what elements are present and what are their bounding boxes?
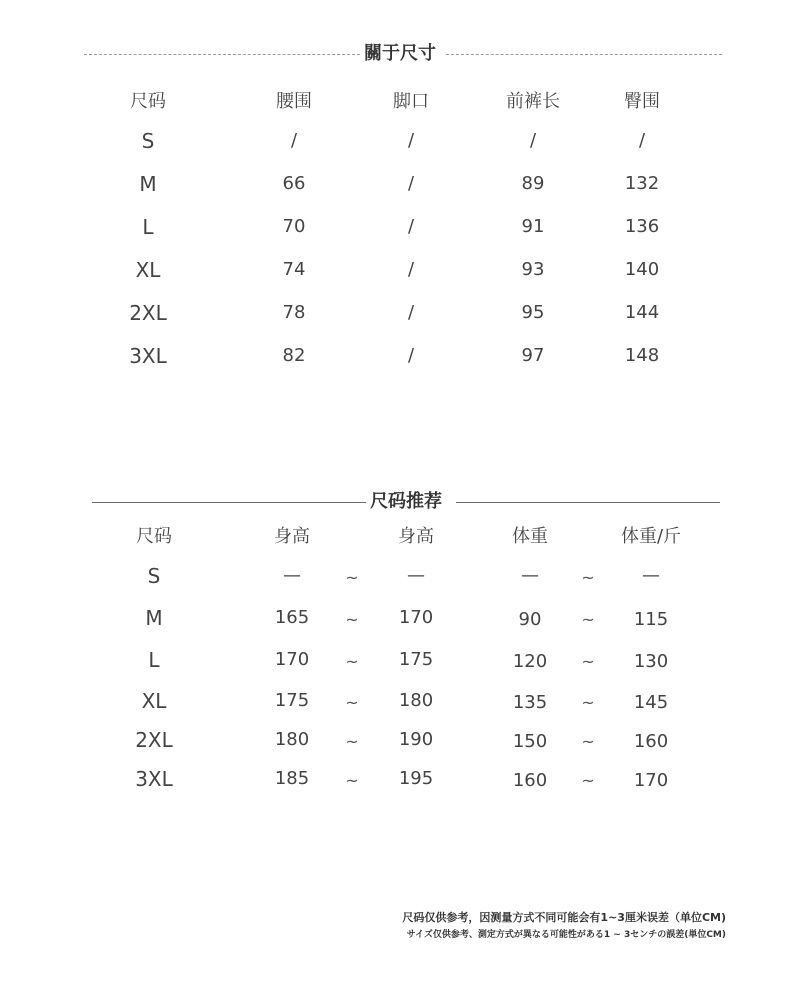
cell-size: M — [139, 172, 157, 196]
cell-weight-max: — — [642, 565, 660, 586]
cell-height-min: 185 — [274, 768, 310, 789]
disclaimer-japanese: サイズ仅供参考、測定方式が異なる可能性がある1 ~ 3センチの誤差(単位CM) — [406, 930, 726, 940]
cell-front-length: 89 — [521, 173, 545, 194]
cell-weight-max: 115 — [633, 609, 669, 630]
cell-height-min: 165 — [274, 607, 310, 628]
column-header-hem: 脚口 — [393, 91, 429, 112]
cell-size: L — [148, 648, 160, 672]
cell-height-max: — — [407, 565, 425, 586]
height-range-separator: ~ — [345, 771, 359, 790]
column-header-height-max: 身高 — [398, 526, 434, 547]
cell-weight-min: 135 — [512, 692, 548, 713]
cell-height-min: 170 — [274, 649, 310, 670]
cell-size: XL — [135, 258, 161, 282]
column-header-front-length: 前裤长 — [506, 91, 560, 112]
weight-range-separator: ~ — [581, 568, 595, 587]
cell-weight-min: 90 — [518, 609, 542, 630]
cell-size: 2XL — [135, 728, 173, 752]
cell-waist: / — [290, 130, 298, 151]
cell-size: 2XL — [129, 301, 167, 325]
column-header-weight-max: 体重/斤 — [620, 526, 682, 547]
weight-range-separator: ~ — [581, 610, 595, 629]
cell-height-min: — — [283, 565, 301, 586]
cell-hem: / — [407, 302, 415, 323]
height-range-separator: ~ — [345, 568, 359, 587]
cell-hip: 136 — [624, 216, 660, 237]
size-chart-title: 關于尺寸 — [364, 43, 436, 64]
weight-range-separator: ~ — [581, 652, 595, 671]
cell-front-length: / — [529, 130, 537, 151]
cell-weight-max: 130 — [633, 651, 669, 672]
cell-hem: / — [407, 130, 415, 151]
cell-front-length: 95 — [521, 302, 545, 323]
cell-hem: / — [407, 345, 415, 366]
height-range-separator: ~ — [345, 732, 359, 751]
cell-waist: 70 — [282, 216, 306, 237]
cell-height-max: 180 — [398, 690, 434, 711]
cell-height-max: 190 — [398, 729, 434, 750]
cell-height-min: 180 — [274, 729, 310, 750]
recommend-title: 尺码推荐 — [370, 491, 442, 512]
cell-waist: 66 — [282, 173, 306, 194]
cell-hem: / — [407, 173, 415, 194]
cell-size: XL — [141, 689, 167, 713]
cell-height-max: 175 — [398, 649, 434, 670]
cell-height-max: 170 — [398, 607, 434, 628]
cell-waist: 78 — [282, 302, 306, 323]
cell-height-max: 195 — [398, 768, 434, 789]
cell-hem: / — [407, 259, 415, 280]
cell-weight-min: 150 — [512, 731, 548, 752]
cell-weight-min: 160 — [512, 770, 548, 791]
cell-weight-max: 145 — [633, 692, 669, 713]
cell-size: M — [145, 606, 163, 630]
height-range-separator: ~ — [345, 693, 359, 712]
cell-hem: / — [407, 216, 415, 237]
column-header-size: 尺码 — [130, 91, 166, 112]
cell-front-length: 93 — [521, 259, 545, 280]
cell-hip: 148 — [624, 345, 660, 366]
weight-range-separator: ~ — [581, 693, 595, 712]
cell-weight-min: — — [521, 565, 539, 586]
cell-weight-max: 160 — [633, 731, 669, 752]
column-header-waist: 腰围 — [276, 91, 312, 112]
cell-hip: / — [638, 130, 646, 151]
weight-range-separator: ~ — [581, 771, 595, 790]
cell-hip: 144 — [624, 302, 660, 323]
cell-waist: 82 — [282, 345, 306, 366]
cell-size: 3XL — [129, 344, 167, 368]
right-divider — [456, 502, 720, 503]
cell-size: 3XL — [135, 767, 173, 791]
height-range-separator: ~ — [345, 610, 359, 629]
right-divider — [446, 54, 722, 55]
cell-size: S — [147, 564, 161, 588]
weight-range-separator: ~ — [581, 732, 595, 751]
recommend-header — [0, 490, 812, 514]
column-header-weight-min: 体重 — [512, 526, 548, 547]
cell-front-length: 91 — [521, 216, 545, 237]
cell-hip: 140 — [624, 259, 660, 280]
cell-size: S — [141, 129, 155, 153]
height-range-separator: ~ — [345, 652, 359, 671]
column-header-size: 尺码 — [136, 526, 172, 547]
cell-front-length: 97 — [521, 345, 545, 366]
disclaimer-chinese: 尺码仅供参考，因测量方式不同可能会有1~3厘米误差（单位CM) — [402, 911, 726, 924]
cell-waist: 74 — [282, 259, 306, 280]
left-divider — [84, 54, 360, 55]
cell-weight-max: 170 — [633, 770, 669, 791]
column-header-height-min: 身高 — [274, 526, 310, 547]
column-header-hip: 臀围 — [624, 91, 660, 112]
cell-size: L — [142, 215, 154, 239]
cell-hip: 132 — [624, 173, 660, 194]
cell-weight-min: 120 — [512, 651, 548, 672]
left-divider — [92, 502, 366, 503]
size-chart-header — [0, 42, 812, 66]
cell-height-min: 175 — [274, 690, 310, 711]
